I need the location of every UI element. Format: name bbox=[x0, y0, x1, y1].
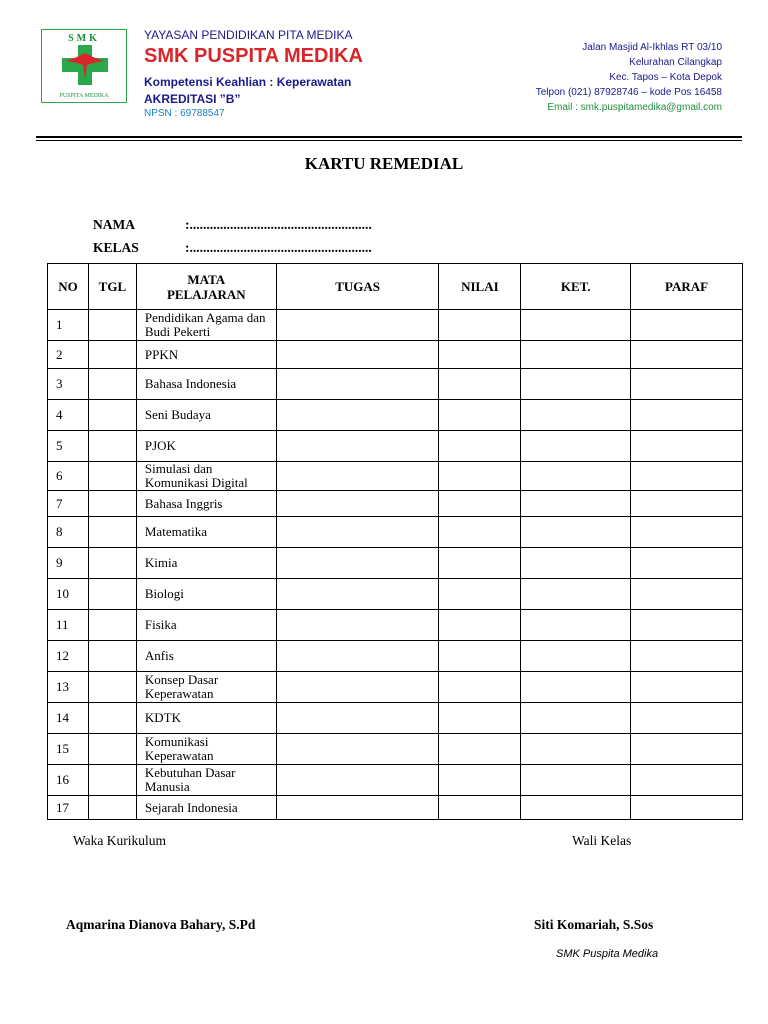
cell-note bbox=[521, 462, 631, 491]
cell-no: 17 bbox=[48, 796, 89, 820]
table-row bbox=[48, 734, 743, 765]
cell-subject: Komunikasi Keperawatan bbox=[136, 734, 276, 765]
table-row bbox=[48, 431, 743, 462]
cell-task bbox=[276, 641, 439, 672]
table-row bbox=[48, 462, 743, 491]
foundation-name: YAYASAN PENDIDIKAN PITA MEDIKA bbox=[144, 28, 353, 42]
header-divider-thin bbox=[36, 140, 742, 141]
table-row bbox=[48, 548, 743, 579]
cell-signature bbox=[631, 431, 743, 462]
cell-score bbox=[439, 765, 521, 796]
table-header-row bbox=[48, 264, 743, 310]
cell-note bbox=[521, 369, 631, 400]
header-task: TUGAS bbox=[276, 264, 439, 310]
cell-note bbox=[521, 310, 631, 341]
cell-score bbox=[439, 672, 521, 703]
name-field bbox=[93, 217, 372, 233]
cell-task bbox=[276, 369, 439, 400]
cell-note bbox=[521, 431, 631, 462]
page-title: KARTU REMEDIAL bbox=[304, 154, 464, 173]
cell-task bbox=[276, 462, 439, 491]
cell-no: 16 bbox=[48, 765, 89, 796]
accreditation: AKREDITASI ”B” bbox=[144, 92, 241, 106]
cell-no: 5 bbox=[48, 431, 89, 462]
cell-date bbox=[88, 734, 136, 765]
cell-task bbox=[276, 431, 439, 462]
header-no: NO bbox=[48, 264, 89, 310]
table-row bbox=[48, 369, 743, 400]
cell-score bbox=[439, 703, 521, 734]
cell-note bbox=[521, 610, 631, 641]
school-logo bbox=[41, 29, 127, 103]
cell-date bbox=[88, 310, 136, 341]
cell-subject: PPKN bbox=[136, 341, 276, 369]
cell-note bbox=[521, 734, 631, 765]
cell-score bbox=[439, 400, 521, 431]
cell-signature bbox=[631, 491, 743, 517]
cell-score bbox=[439, 641, 521, 672]
cell-date bbox=[88, 610, 136, 641]
cell-signature bbox=[631, 517, 743, 548]
cell-signature bbox=[631, 734, 743, 765]
cell-note bbox=[521, 796, 631, 820]
cell-score bbox=[439, 310, 521, 341]
header-score: NILAI bbox=[439, 264, 521, 310]
cell-score bbox=[439, 548, 521, 579]
cell-no: 7 bbox=[48, 491, 89, 517]
cell-date bbox=[88, 431, 136, 462]
cell-no: 6 bbox=[48, 462, 89, 491]
cell-note bbox=[521, 672, 631, 703]
header-date: TGL bbox=[88, 264, 136, 310]
class-label: KELAS bbox=[93, 240, 139, 255]
cell-score bbox=[439, 796, 521, 820]
cell-subject: Matematika bbox=[136, 517, 276, 548]
table-row bbox=[48, 517, 743, 548]
cell-subject: Bahasa Indonesia bbox=[136, 369, 276, 400]
cell-no: 12 bbox=[48, 641, 89, 672]
address-line: Jalan Masjid Al-Ikhlas RT 03/10 bbox=[582, 42, 722, 53]
cell-no: 1 bbox=[48, 310, 89, 341]
class-field bbox=[93, 240, 372, 256]
cell-note bbox=[521, 765, 631, 796]
header-signature: PARAF bbox=[631, 264, 743, 310]
class-blank: :...................................................... bbox=[185, 240, 372, 255]
cell-task bbox=[276, 517, 439, 548]
cell-date bbox=[88, 400, 136, 431]
cell-signature bbox=[631, 400, 743, 431]
cell-note bbox=[521, 341, 631, 369]
cell-subject: Kebutuhan Dasar Manusia bbox=[136, 765, 276, 796]
table-row bbox=[48, 641, 743, 672]
cell-date bbox=[88, 765, 136, 796]
cell-score bbox=[439, 579, 521, 610]
table-row bbox=[48, 796, 743, 820]
name-blank: :...................................................... bbox=[185, 217, 372, 232]
cell-date bbox=[88, 341, 136, 369]
cell-note bbox=[521, 548, 631, 579]
cell-date bbox=[88, 517, 136, 548]
cell-signature bbox=[631, 341, 743, 369]
cell-score bbox=[439, 491, 521, 517]
cell-subject: Biologi bbox=[136, 579, 276, 610]
table-row bbox=[48, 579, 743, 610]
cell-subject: Seni Budaya bbox=[136, 400, 276, 431]
cell-score bbox=[439, 610, 521, 641]
cell-subject: Sejarah Indonesia bbox=[136, 796, 276, 820]
cell-date bbox=[88, 579, 136, 610]
cell-score bbox=[439, 462, 521, 491]
signature-role-right: Wali Kelas bbox=[572, 833, 632, 848]
cell-no: 2 bbox=[48, 341, 89, 369]
cell-date bbox=[88, 796, 136, 820]
header-subject-text: MATA PELAJARAN bbox=[166, 271, 246, 302]
cell-subject: Kimia bbox=[136, 548, 276, 579]
cell-subject: Fisika bbox=[136, 610, 276, 641]
table-row bbox=[48, 703, 743, 734]
cell-no: 8 bbox=[48, 517, 89, 548]
cell-task bbox=[276, 734, 439, 765]
table-row bbox=[48, 610, 743, 641]
cell-signature bbox=[631, 548, 743, 579]
cell-note bbox=[521, 491, 631, 517]
cell-task bbox=[276, 579, 439, 610]
cell-task bbox=[276, 310, 439, 341]
cell-no: 4 bbox=[48, 400, 89, 431]
cell-no: 15 bbox=[48, 734, 89, 765]
medical-cross-icon bbox=[58, 45, 112, 85]
cell-date bbox=[88, 462, 136, 491]
cell-score bbox=[439, 341, 521, 369]
cell-no: 11 bbox=[48, 610, 89, 641]
header-note: KET. bbox=[521, 264, 631, 310]
table-row bbox=[48, 491, 743, 517]
cell-score bbox=[439, 369, 521, 400]
cell-date bbox=[88, 369, 136, 400]
signature-name-right: Siti Komariah, S.Sos bbox=[534, 917, 654, 932]
cell-subject: Bahasa Inggris bbox=[136, 491, 276, 517]
cell-subject: KDTK bbox=[136, 703, 276, 734]
remedial-table bbox=[47, 263, 743, 820]
cell-note bbox=[521, 400, 631, 431]
cell-signature bbox=[631, 462, 743, 491]
cell-subject: PJOK bbox=[136, 431, 276, 462]
cell-signature bbox=[631, 310, 743, 341]
cell-note bbox=[521, 517, 631, 548]
cell-date bbox=[88, 491, 136, 517]
cell-task bbox=[276, 703, 439, 734]
cell-no: 3 bbox=[48, 369, 89, 400]
cell-no: 13 bbox=[48, 672, 89, 703]
school-address bbox=[422, 40, 722, 115]
name-label: NAMA bbox=[93, 217, 135, 232]
cell-signature bbox=[631, 765, 743, 796]
logo-text-top: SMK bbox=[68, 33, 100, 44]
cell-subject: Anfis bbox=[136, 641, 276, 672]
footer-text: SMK Puspita Medika bbox=[556, 948, 659, 960]
cell-note bbox=[521, 641, 631, 672]
cell-score bbox=[439, 517, 521, 548]
cell-signature bbox=[631, 796, 743, 820]
address-line: Telpon (021) 87928746 – kode Pos 16458 bbox=[535, 87, 722, 98]
cell-no: 14 bbox=[48, 703, 89, 734]
cell-task bbox=[276, 548, 439, 579]
table-row bbox=[48, 341, 743, 369]
cell-score bbox=[439, 431, 521, 462]
cell-subject: Pendidikan Agama dan Budi Pekerti bbox=[136, 310, 276, 341]
table-row bbox=[48, 310, 743, 341]
signature-role-left: Waka Kurikulum bbox=[73, 833, 167, 848]
cell-signature bbox=[631, 610, 743, 641]
logo-text-bottom: PUSPITA MEDIKA bbox=[59, 93, 109, 99]
cell-score bbox=[439, 734, 521, 765]
cell-date bbox=[88, 703, 136, 734]
cell-date bbox=[88, 672, 136, 703]
school-name: SMK PUSPITA MEDIKA bbox=[144, 45, 363, 67]
cell-signature bbox=[631, 703, 743, 734]
header-subject bbox=[136, 264, 276, 310]
cell-signature bbox=[631, 579, 743, 610]
cell-note bbox=[521, 703, 631, 734]
table-row bbox=[48, 400, 743, 431]
cell-note bbox=[521, 579, 631, 610]
cell-task bbox=[276, 610, 439, 641]
table-row bbox=[48, 672, 743, 703]
cell-task bbox=[276, 341, 439, 369]
competency: Kompetensi Keahlian : Keperawatan bbox=[144, 75, 352, 89]
npsn: NPSN : 69788547 bbox=[144, 108, 225, 119]
address-line: Kelurahan Cilangkap bbox=[629, 57, 722, 68]
cell-date bbox=[88, 548, 136, 579]
cell-signature bbox=[631, 672, 743, 703]
cell-no: 10 bbox=[48, 579, 89, 610]
cell-subject: Konsep Dasar Keperawatan bbox=[136, 672, 276, 703]
table-row bbox=[48, 765, 743, 796]
cell-task bbox=[276, 400, 439, 431]
header-divider bbox=[36, 136, 742, 138]
address-line: Kec. Tapos – Kota Depok bbox=[609, 72, 722, 83]
cell-signature bbox=[631, 641, 743, 672]
cell-signature bbox=[631, 369, 743, 400]
cell-task bbox=[276, 765, 439, 796]
cell-subject: Simulasi dan Komunikasi Digital bbox=[136, 462, 276, 491]
cell-task bbox=[276, 672, 439, 703]
signature-name-left: Aqmarina Dianova Bahary, S.Pd bbox=[66, 917, 256, 932]
school-email: Email : smk.puspitamedika@gmail.com bbox=[547, 102, 722, 113]
cell-date bbox=[88, 641, 136, 672]
cell-no: 9 bbox=[48, 548, 89, 579]
cell-task bbox=[276, 491, 439, 517]
cell-task bbox=[276, 796, 439, 820]
